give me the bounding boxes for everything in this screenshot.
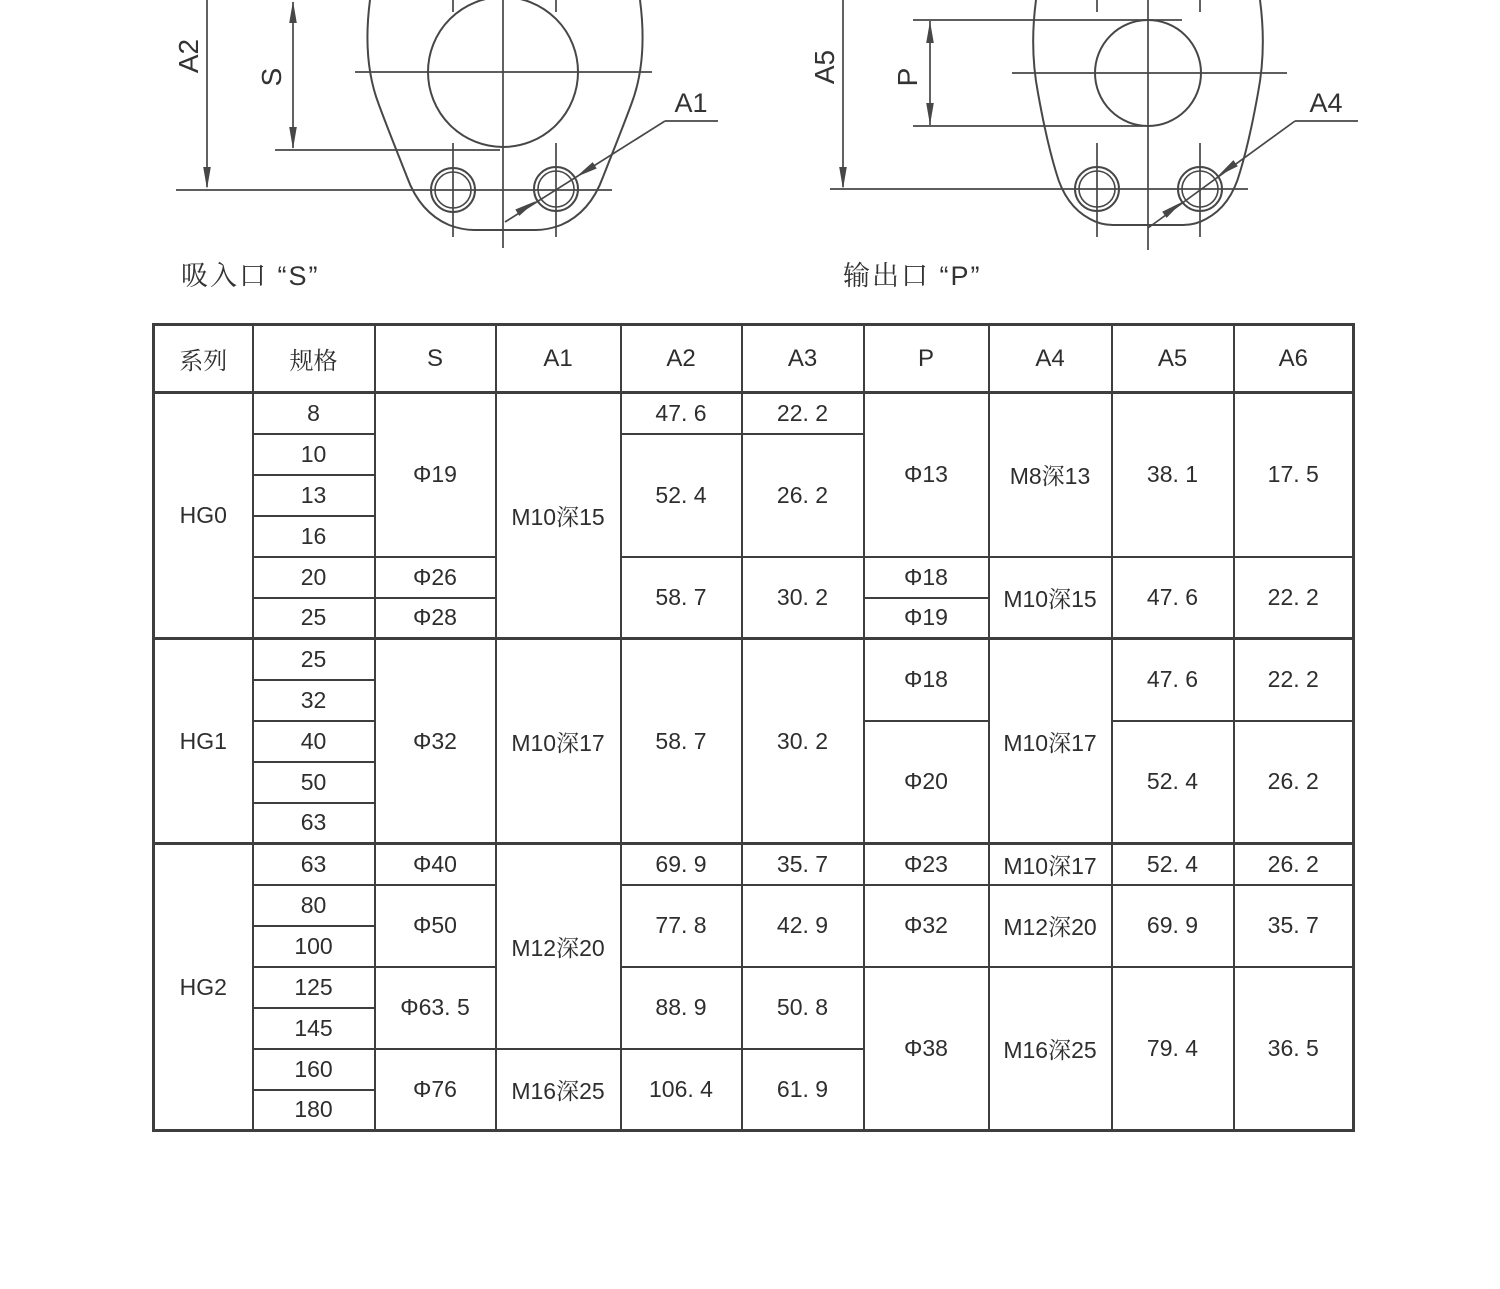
s-cell: Φ32 [375, 639, 496, 844]
a3-cell: 26. 2 [742, 434, 864, 557]
a3-cell: 30. 2 [742, 557, 864, 639]
a5-cell: 69. 9 [1112, 885, 1234, 967]
a2-cell: 69. 9 [621, 844, 742, 885]
spec-cell: 40 [253, 721, 375, 762]
table-row [154, 885, 1354, 926]
a2-cell: 58. 7 [621, 557, 742, 639]
p-cell: Φ32 [864, 885, 989, 967]
p-cell: Φ23 [864, 844, 989, 885]
a5-cell: 38. 1 [1112, 393, 1234, 557]
series-cell: HG0 [154, 393, 253, 639]
p-cell: Φ18 [864, 557, 989, 598]
s-cell: Φ50 [375, 885, 496, 967]
a6-cell: 36. 5 [1234, 967, 1354, 1131]
col-header-a6: A6 [1234, 325, 1354, 393]
dim-label-a5: A5 [809, 49, 840, 85]
col-header-a3: A3 [742, 325, 864, 393]
spec-cell: 160 [253, 1049, 375, 1090]
callout-label-a4: A4 [1309, 88, 1343, 118]
col-header-p: P [864, 325, 989, 393]
s-cell: Φ26 [375, 557, 496, 598]
a3-cell: 42. 9 [742, 885, 864, 967]
spec-cell: 100 [253, 926, 375, 967]
flange-outline [367, 0, 642, 230]
a2-cell: 58. 7 [621, 639, 742, 844]
table-row [154, 639, 1354, 680]
a5-cell: 52. 4 [1112, 844, 1234, 885]
callout-label-a1: A1 [674, 88, 708, 118]
p-cell: Φ19 [864, 598, 989, 639]
spec-cell: 20 [253, 557, 375, 598]
spec-cell: 180 [253, 1090, 375, 1131]
spec-cell: 63 [253, 803, 375, 844]
dim-label-s: S [256, 67, 287, 87]
a5-cell: 79. 4 [1112, 967, 1234, 1131]
spec-cell: 32 [253, 680, 375, 721]
p-cell: Φ38 [864, 967, 989, 1131]
a3-cell: 30. 2 [742, 639, 864, 844]
dimension-s [256, 1, 500, 150]
a2-cell: 88. 9 [621, 967, 742, 1049]
spec-cell: 80 [253, 885, 375, 926]
a2-cell: 52. 4 [621, 434, 742, 557]
s-cell: Φ40 [375, 844, 496, 885]
suction-port-view [173, 0, 718, 248]
a2-cell: 106. 4 [621, 1049, 742, 1131]
dimension-a2 [173, 0, 211, 189]
centerlines [176, 0, 652, 248]
callout-a1 [505, 88, 718, 222]
a5-cell: 47. 6 [1112, 557, 1234, 639]
spec-cell: 25 [253, 639, 375, 680]
engineering-drawings [0, 0, 1500, 310]
s-cell: Φ76 [375, 1049, 496, 1131]
spec-cell: 25 [253, 598, 375, 639]
a3-cell: 35. 7 [742, 844, 864, 885]
a5-cell: 52. 4 [1112, 721, 1234, 844]
spec-cell: 16 [253, 516, 375, 557]
outlet-port-caption: 输出口 “P” [843, 261, 982, 291]
callout-a4 [1148, 88, 1358, 228]
table-row [154, 844, 1354, 885]
a5-cell: 47. 6 [1112, 639, 1234, 721]
a6-cell: 26. 2 [1234, 721, 1354, 844]
table-row [154, 393, 1354, 434]
spec-cell: 125 [253, 967, 375, 1008]
col-header-a4: A4 [989, 325, 1112, 393]
p-cell: Φ18 [864, 639, 989, 721]
dim-label-p: P [892, 67, 923, 87]
col-header-a2: A2 [621, 325, 742, 393]
a6-cell: 22. 2 [1234, 639, 1354, 721]
a6-cell: 22. 2 [1234, 557, 1354, 639]
col-header-s: S [375, 325, 496, 393]
col-header-spec: 规格 [253, 325, 375, 393]
a4-cell: M10深17 [989, 639, 1112, 844]
col-header-series: 系列 [154, 325, 253, 393]
spec-cell: 145 [253, 1008, 375, 1049]
a4-cell: M10深17 [989, 844, 1112, 885]
a3-cell: 22. 2 [742, 393, 864, 434]
suction-port-caption: 吸入口 “S” [181, 261, 320, 291]
table-row [154, 967, 1354, 1008]
a2-cell: 47. 6 [621, 393, 742, 434]
dimension-table [152, 323, 1355, 1132]
a2-cell: 77. 8 [621, 885, 742, 967]
spec-cell: 50 [253, 762, 375, 803]
header-row [154, 325, 1354, 393]
a1-cell: M12深20 [496, 844, 621, 1049]
col-header-a1: A1 [496, 325, 621, 393]
spec-cell: 10 [253, 434, 375, 475]
s-cell: Φ63. 5 [375, 967, 496, 1049]
outlet-port-view [809, 0, 1358, 250]
spec-cell: 8 [253, 393, 375, 434]
a4-cell: M16深25 [989, 967, 1112, 1131]
a4-cell: M12深20 [989, 885, 1112, 967]
spec-cell: 13 [253, 475, 375, 516]
a1-cell: M10深17 [496, 639, 621, 844]
s-cell: Φ28 [375, 598, 496, 639]
series-cell: HG1 [154, 639, 253, 844]
s-cell: Φ19 [375, 393, 496, 557]
a6-cell: 17. 5 [1234, 393, 1354, 557]
col-header-a5: A5 [1112, 325, 1234, 393]
spec-cell: 63 [253, 844, 375, 885]
a4-cell: M8深13 [989, 393, 1112, 557]
a3-cell: 50. 8 [742, 967, 864, 1049]
a6-cell: 26. 2 [1234, 844, 1354, 885]
a1-cell: M16深25 [496, 1049, 621, 1131]
a1-cell: M10深15 [496, 393, 621, 639]
centerlines [830, 0, 1287, 250]
table-row [154, 557, 1354, 598]
a4-cell: M10深15 [989, 557, 1112, 639]
a3-cell: 61. 9 [742, 1049, 864, 1131]
dimension-a5 [809, 0, 847, 189]
dim-label-a2: A2 [173, 38, 204, 74]
p-cell: Φ13 [864, 393, 989, 557]
a6-cell: 35. 7 [1234, 885, 1354, 967]
p-cell: Φ20 [864, 721, 989, 844]
series-cell: HG2 [154, 844, 253, 1131]
